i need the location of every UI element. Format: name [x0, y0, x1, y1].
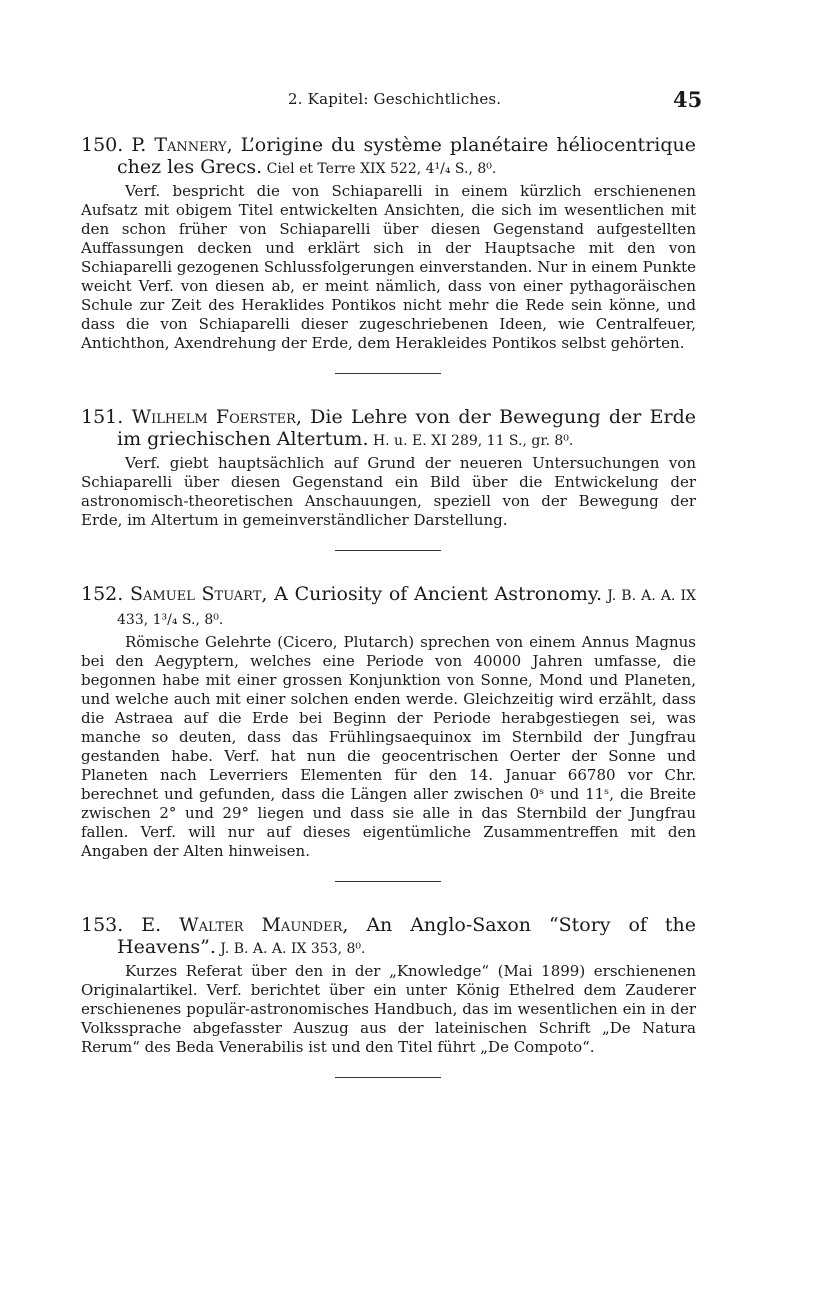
- entry-title: An Anglo-Saxon “Story of the Heavens”.: [117, 914, 696, 958]
- entry-abstract: Verf. giebt hauptsächlich auf Grund der neueren Untersuchungen von Schiaparelli über diesen Gegenstand ein Bild über die Entwickelung der astronomisch-theoretischen Anschauungen, speziell von der Bewegung der Erde, im Altertum in gemeinverständlicher Darstellung.: [81, 454, 696, 529]
- entry-source: J. B. A. A. IX 433, 1³/₄ S., 8⁰.: [117, 588, 696, 628]
- entry-abstract: Verf. bespricht die von Schiaparelli in einem kürzlich erschienenen Aufsatz mit obigem Titel entwickelten Ansichten, die sich im wesentlichen mit den schon früher von Schiaparelli über diesen Gegenstand aufgestellten Auffassungen decken und erklärt sich in der Hauptsache mit den von Schiaparelli gezogenen Schlussfolgerungen einverstanden. Nur in einem Punkte weicht Verf. von diesen ab, er meint nämlich, dass von einer pythagoräischen Schule zur Zeit des Heraklides Pontikos nicht mehr die Rede sein könne, und dass die von Schiaparelli dieser zugeschriebenen Ideen, wie Centralfeuer, Antichthon, Axendrehung der Erde, dem Herakleides Pontikos selbst gehörten.: [81, 182, 696, 352]
- entry-abstract: Römische Gelehrte (Cicero, Plutarch) sprechen von einem Annus Magnus bei den Aegyptern, welches eine Periode von 40000 Jahren umfasse, die begonnen habe mit einer grossen Konjunktion von Sonne, Mond und Planeten, und welche auch mit einer solchen enden werde. Gleichzeitig wird erzählt, dass die Astraea auf die Erde bei Beginn der Periode herabgestiegen sei, was manche so deuten, dass das Frühlingsaequinox im Sternbild der Jungfrau gestanden habe. Verf. hat nun die geocentrischen Oerter der Sonne und Planeten nach Leverriers Elementen für den 14. Januar 66780 vor Chr. berechnet und gefunden, dass die Längen aller zwischen 0ˢ und 11ˢ, die Breite zwischen 2° und 29° liegen und dass sie alle in das Sternbild der Jungfrau fallen. Verf. will nur auf dieses eigentümliche Zusammentreffen mit den Angaben der Alten hinweisen.: [81, 633, 696, 860]
- author-name: Tannery,: [154, 134, 233, 156]
- entry-number: 152.: [81, 583, 124, 605]
- entry-source: Ciel et Terre XIX 522, 4¹/₄ S., 8⁰.: [262, 161, 497, 177]
- entry-abstract: Kurzes Referat über den in der „Knowledge“ (Mai 1899) erschienenen Originalartikel. Verf. berichtet über ein unter König Ethelred dem Zauderer erschienenes populär-astronomisches Handbuch, das im wesentlichen ein in der Volkssprache abgefasster Auszug aus der lateinischen Schrift „De Natura Rerum“ des Beda Venerabilis ist und den Titel führt „De Compoto“.: [81, 962, 696, 1056]
- entry-citation: [81, 914, 696, 960]
- entry-citation: [81, 134, 696, 180]
- entry-source: H. u. E. XI 289, 11 S., gr. 8⁰.: [368, 433, 574, 449]
- entry-153: [81, 914, 696, 1078]
- running-head: 2. Kapitel: Geschichtliches.: [288, 90, 502, 108]
- author-name: Walter Maunder,: [179, 914, 349, 936]
- author-name: Samuel Stuart,: [130, 583, 268, 605]
- entry-151: [81, 406, 696, 583]
- entry-citation: [81, 406, 696, 452]
- page-number: 45: [673, 87, 703, 112]
- author-initial: E.: [141, 914, 162, 936]
- entry-152: [81, 583, 696, 914]
- author-initial: P.: [131, 134, 147, 156]
- entry-title: A Curiosity of Ancient Astronomy.: [267, 583, 603, 605]
- entry-source: J. B. A. A. IX 353, 8⁰.: [215, 941, 366, 957]
- section-divider: [335, 1077, 441, 1078]
- entry-number: 153.: [81, 914, 124, 936]
- entry-title: Die Lehre von der Bewegung der Erde im griechischen Altertum.: [117, 406, 696, 450]
- author-name: Wilhelm Foerster,: [131, 406, 302, 428]
- entry-citation: [81, 583, 696, 631]
- entry-150: [81, 134, 696, 406]
- bibliography-entries: [81, 134, 696, 1078]
- page-header: [0, 87, 827, 116]
- entry-title: L’origine du système planétaire héliocentrique chez les Grecs.: [117, 134, 696, 178]
- entry-number: 150.: [81, 134, 124, 156]
- entry-number: 151.: [81, 406, 124, 428]
